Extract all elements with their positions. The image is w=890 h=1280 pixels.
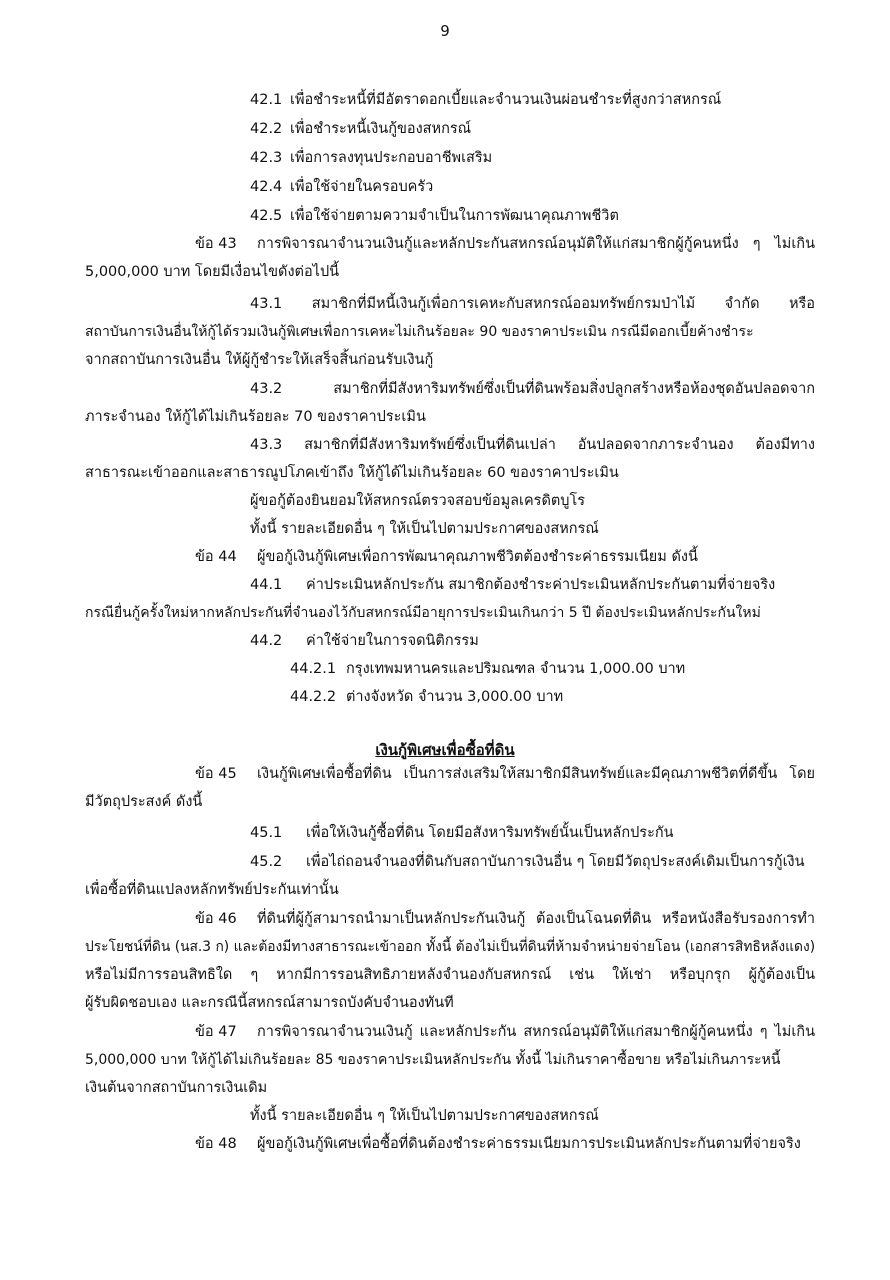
clause-text: ต่างจังหวัด จำนวน 3,000.00 บาท	[346, 689, 564, 705]
clause-number: 44.2.2	[290, 689, 337, 705]
clause-number: 45.1	[250, 825, 283, 841]
clause-number: 42.1	[250, 92, 283, 108]
clause-text: เพื่อใช้จ่ายในครอบครัว	[290, 179, 434, 195]
clause-43-1-line-1: 43.1 สมาชิกที่มีหนี้เงินกู้เพื่อการเคหะกับสหกรณ์ออมทรัพย์กรมป่าไม้ จำกัด หรือ	[250, 296, 815, 312]
clause-text: กรุงเทพมหานครและปริมณฑล จำนวน 1,000.00 บาท	[346, 661, 686, 677]
clause-number: 44.2	[250, 633, 283, 649]
clause-43-2-line-2: ภาระจำนอง ให้กู้ได้ไม่เกินร้อยละ 70 ของราคาประเมิน	[85, 409, 426, 425]
article-47-line-2: 5,000,000 บาท ให้กู้ได้ไม่เกินร้อยละ 85 ของราคาประเมินหลักประกัน ทั้งนี้ ไม่เกินราคาซื้อขาย หรือไม่เกินภาระหนี้	[85, 1052, 781, 1068]
article-44-text: ผู้ขอกู้เงินกู้พิเศษเพื่อการพัฒนาคุณภาพชีวิตต้องชำระค่าธรรมเนียม ดังนี้	[257, 549, 698, 565]
clause-42-4	[250, 180, 433, 195]
clause-44-2-1	[290, 662, 685, 677]
clause-44-1-line-2: กรณียื่นกู้ครั้งใหม่หากหลักประกันที่จำนองไว้กับสหกรณ์มีอายุการประเมินเกินกว่า 5 ปี ต้องประเมินหลักประกันใหม่	[85, 605, 761, 621]
article-45-label: ข้อ 45	[195, 766, 237, 782]
clause-43-2-line-1: 43.2 สมาชิกที่มีสังหาริมทรัพย์ซึ่งเป็นที่ดินพร้อมสิ่งปลูกสร้างหรือห้องชุดอันปลอดจาก	[250, 381, 815, 397]
article-46-line-4: ผู้รับผิดชอบเอง และกรณีนี้สหกรณ์สามารถบังคับจำนองทันที	[85, 995, 454, 1011]
clause-45-2-line-1	[250, 855, 805, 870]
article-48-label: ข้อ 48	[195, 1136, 237, 1152]
clause-text: เพื่อให้เงินกู้ซื้อที่ดิน โดยมีอสังหาริมทรัพย์นั้นเป็นหลักประกัน	[306, 825, 674, 841]
clause-text: เพื่อการลงทุนประกอบอาชีพเสริม	[290, 150, 493, 166]
clause-number: 42.4	[250, 179, 283, 195]
article-46-line-2: ประโยชน์ที่ดิน (นส.3 ก) และต้องมีทางสาธารณะเข้าออก ทั้งนี้ ต้องไม่เป็นที่ดินที่ห้ามจำหน่ายจ่ายโอน (เอกสารสิทธิหลังแดง)	[85, 939, 816, 955]
clause-number: 44.1	[250, 577, 283, 593]
clause-42-5	[250, 209, 619, 224]
clause-43-1-line-3: จากสถาบันการเงินอื่น ให้ผู้กู้ชำระให้เสร็จสิ้นก่อนรับเงินกู้	[85, 352, 434, 368]
article-47-line-1: การพิจารณาจำนวนเงินกู้ และหลักประกัน สหกรณ์อนุมัติให้แก่สมาชิกผู้กู้คนหนึ่ง ๆ ไม่เกิน	[257, 1024, 815, 1040]
clause-number: 42.5	[250, 208, 283, 224]
clause-43-3-line-1: 43.3 สมาชิกที่มีสังหาริมทรัพย์ซึ่งเป็นที่ดินเปล่า อันปลอดจากภาระจำนอง ต้องมีทาง	[250, 437, 815, 453]
clause-45-2-line-2: เพื่อซื้อที่ดินแปลงหลักทรัพย์ประกันเท่านั้น	[85, 882, 339, 898]
clause-44-2	[250, 634, 479, 649]
article-47-label: ข้อ 47	[195, 1024, 237, 1040]
clause-number: 45.2	[250, 854, 283, 870]
clause-42-1	[250, 93, 721, 108]
clause-44-2-2	[290, 690, 563, 705]
clause-43-1-line-2: สถาบันการเงินอื่นให้กู้ได้รวมเงินกู้พิเศษเพื่อการเคหะไม่เกินร้อยละ 90 ของราคาประเมิน กรณีมีดอกเบี้ยค้างชำระ	[85, 324, 754, 340]
clause-45-1	[250, 826, 674, 841]
article-46-line-1: ที่ดินที่ผู้กู้สามารถนำมาเป็นหลักประกันเงินกู้ ต้องเป็นโฉนดที่ดิน หรือหนังสือรับรองการทำ	[257, 911, 815, 927]
clause-42-3	[250, 151, 492, 166]
article-43-label: ข้อ 43	[195, 236, 237, 252]
article-48-text: ผู้ขอกู้เงินกู้พิเศษเพื่อซื้อที่ดินต้องชำระค่าธรรมเนียมการประเมินหลักประกันตามที่จ่ายจริง	[257, 1136, 801, 1152]
clause-number: 42.2	[250, 121, 283, 137]
clause-42-2	[250, 122, 471, 137]
consent-line: ผู้ขอกู้ต้องยินยอมให้สหกรณ์ตรวจสอบข้อมูลเครดิตบูโร	[250, 493, 586, 509]
clause-text: ค่าประเมินหลักประกัน สมาชิกต้องชำระค่าประเมินหลักประกันตามที่จ่ายจริง	[306, 577, 776, 593]
details-line-43: ทั้งนี้ รายละเอียดอื่น ๆ ให้เป็นไปตามประกาศของสหกรณ์	[250, 521, 599, 537]
article-44-label: ข้อ 44	[195, 549, 237, 565]
clause-number: 42.3	[250, 150, 283, 166]
clause-43-3-line-2: สาธารณะเข้าออกและสาธารณูปโภคเข้าถึง ให้กู้ได้ไม่เกินร้อยละ 60 ของราคาประเมิน	[85, 465, 619, 481]
details-line-47: ทั้งนี้ รายละเอียดอื่น ๆ ให้เป็นไปตามประกาศของสหกรณ์	[250, 1108, 599, 1124]
article-46-label: ข้อ 46	[195, 911, 237, 927]
article-45-line-2: มีวัตถุประสงค์ ดังนี้	[85, 794, 203, 810]
clause-text: เพื่อใช้จ่ายตามความจำเป็นในการพัฒนาคุณภาพชีวิต	[290, 208, 619, 224]
clause-number: 44.2.1	[290, 661, 337, 677]
article-43-line-2: 5,000,000 บาท โดยมีเงื่อนไขดังต่อไปนี้	[85, 264, 340, 280]
clause-44-1-line-1	[250, 578, 775, 593]
section-heading: เงินกู้พิเศษเพื่อซื้อที่ดิน	[375, 741, 515, 759]
article-46-line-3: หรือไม่มีการรอนสิทธิใด ๆ หากมีการรอนสิทธิภายหลังจำนองกับสหกรณ์ เช่น ให้เช่า หรือบุกรุก ผู้กู้ต้องเป็น	[85, 967, 815, 983]
article-47-line-3: เงินต้นจากสถาบันการเงินเดิม	[85, 1080, 268, 1096]
page-number: 9	[440, 22, 450, 40]
clause-text: เพื่อชำระหนี้เงินกู้ของสหกรณ์	[290, 121, 472, 137]
clause-text: เพื่อไถ่ถอนจำนองที่ดินกับสถาบันการเงินอื่น ๆ โดยมีวัตถุประสงค์เดิมเป็นการกู้เงิน	[306, 854, 805, 870]
clause-text: ค่าใช้จ่ายในการจดนิติกรรม	[306, 633, 479, 649]
clause-text: เพื่อชำระหนี้ที่มีอัตราดอกเบี้ยและจำนวนเงินผ่อนชำระที่สูงกว่าสหกรณ์	[290, 92, 722, 108]
article-45-line-1: เงินกู้พิเศษเพื่อซื้อที่ดิน เป็นการส่งเสริมให้สมาชิกมีสินทรัพย์และมีคุณภาพชีวิตที่ดีขึ้น โดย	[257, 766, 815, 782]
article-43-line-1: การพิจารณาจำนวนเงินกู้และหลักประกันสหกรณ์อนุมัติให้แก่สมาชิกผู้กู้คนหนึ่ง ๆ ไม่เกิน	[257, 236, 815, 252]
